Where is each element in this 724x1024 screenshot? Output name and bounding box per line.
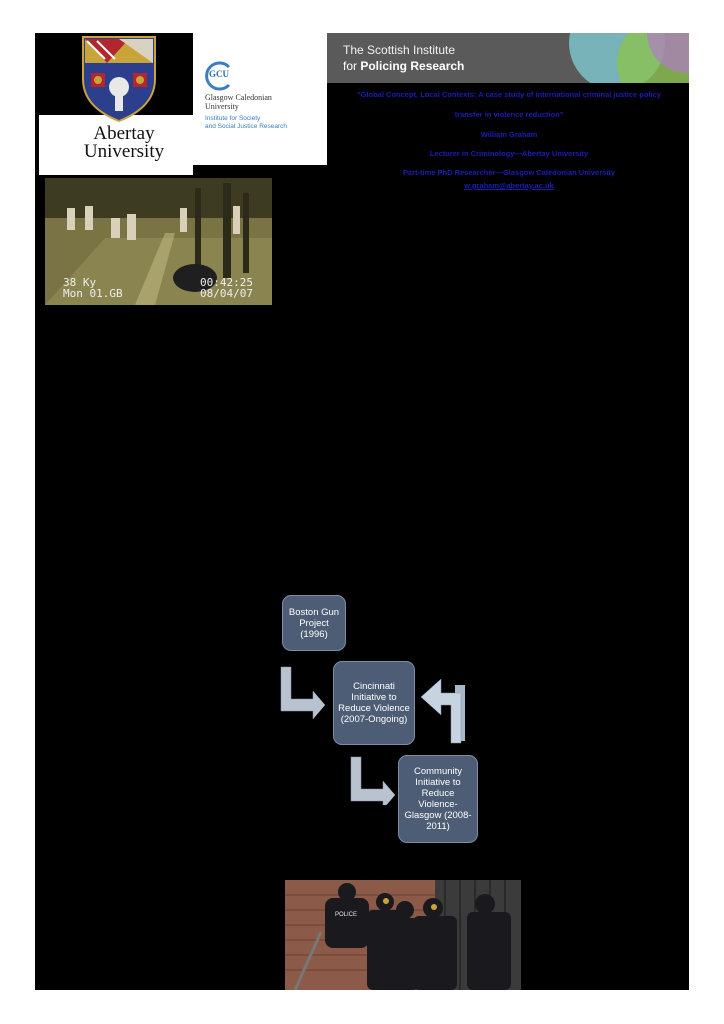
- gcu-logo: [193, 33, 327, 165]
- flow-node-cincinnati: Cincinnati Initiative to Reduce Violence (2007-Ongoing): [333, 661, 415, 745]
- abertay-name-line2: University: [83, 141, 165, 162]
- sipr-banner: [327, 33, 689, 83]
- abertay-wordmark: [79, 125, 169, 161]
- cctv-overlay-left-line1: 38 Ky: [63, 276, 97, 289]
- flow-arrow-2: [351, 757, 395, 805]
- author-name: William Graham: [480, 130, 538, 139]
- cctv-overlay-date: 08/04/07: [200, 287, 253, 300]
- gcu-name-line1: Glasgow Caledonian: [205, 93, 272, 102]
- cctv-overlay-time: 00:42:25: [200, 276, 253, 289]
- police-scene: [285, 880, 521, 990]
- gcu-institute-line2: and Social Justice Research: [205, 123, 288, 130]
- gcu-acronym: GCU: [209, 69, 229, 79]
- sipr-decoration: [527, 33, 689, 83]
- cctv-image: [45, 178, 272, 305]
- cctv-overlay-left-line2: Mon 01.GB: [63, 287, 123, 300]
- gcu-name-line2: University: [205, 102, 239, 111]
- author-role-gcu: Part-time PhD Researcher—Glasgow Caledonian University: [402, 168, 616, 177]
- flow-node-glasgow: Community Initiative to Reduce Violence- Glasgow (2008-2011): [398, 755, 478, 843]
- abertay-logo: [39, 33, 193, 175]
- gcu-institute-line1: Institute for Society: [205, 115, 261, 122]
- flow-node-boston: Boston Gun Project (1996): [282, 595, 346, 651]
- police-vest-text: POLICE: [335, 912, 358, 918]
- flow-arrow-1: [281, 667, 325, 719]
- poster-title-line1: "Global Concept, Local Contexts: A case study of international criminal justice policy: [357, 90, 661, 99]
- police-photo: [285, 880, 521, 990]
- sipr-line2: for Policing Research: [343, 59, 465, 73]
- poster: [35, 33, 689, 990]
- abertay-name-line1: Abertay: [93, 123, 155, 144]
- poster-title-line2: transfer in violence reduction": [454, 110, 564, 119]
- author-role-abertay: Lecturer in Criminology—Abertay University: [429, 149, 589, 158]
- sipr-line1: The Scottish Institute: [343, 43, 456, 57]
- author-email-link[interactable]: w.graham@abertay.ac.uk: [464, 181, 554, 190]
- abertay-crest-icon: [79, 35, 159, 123]
